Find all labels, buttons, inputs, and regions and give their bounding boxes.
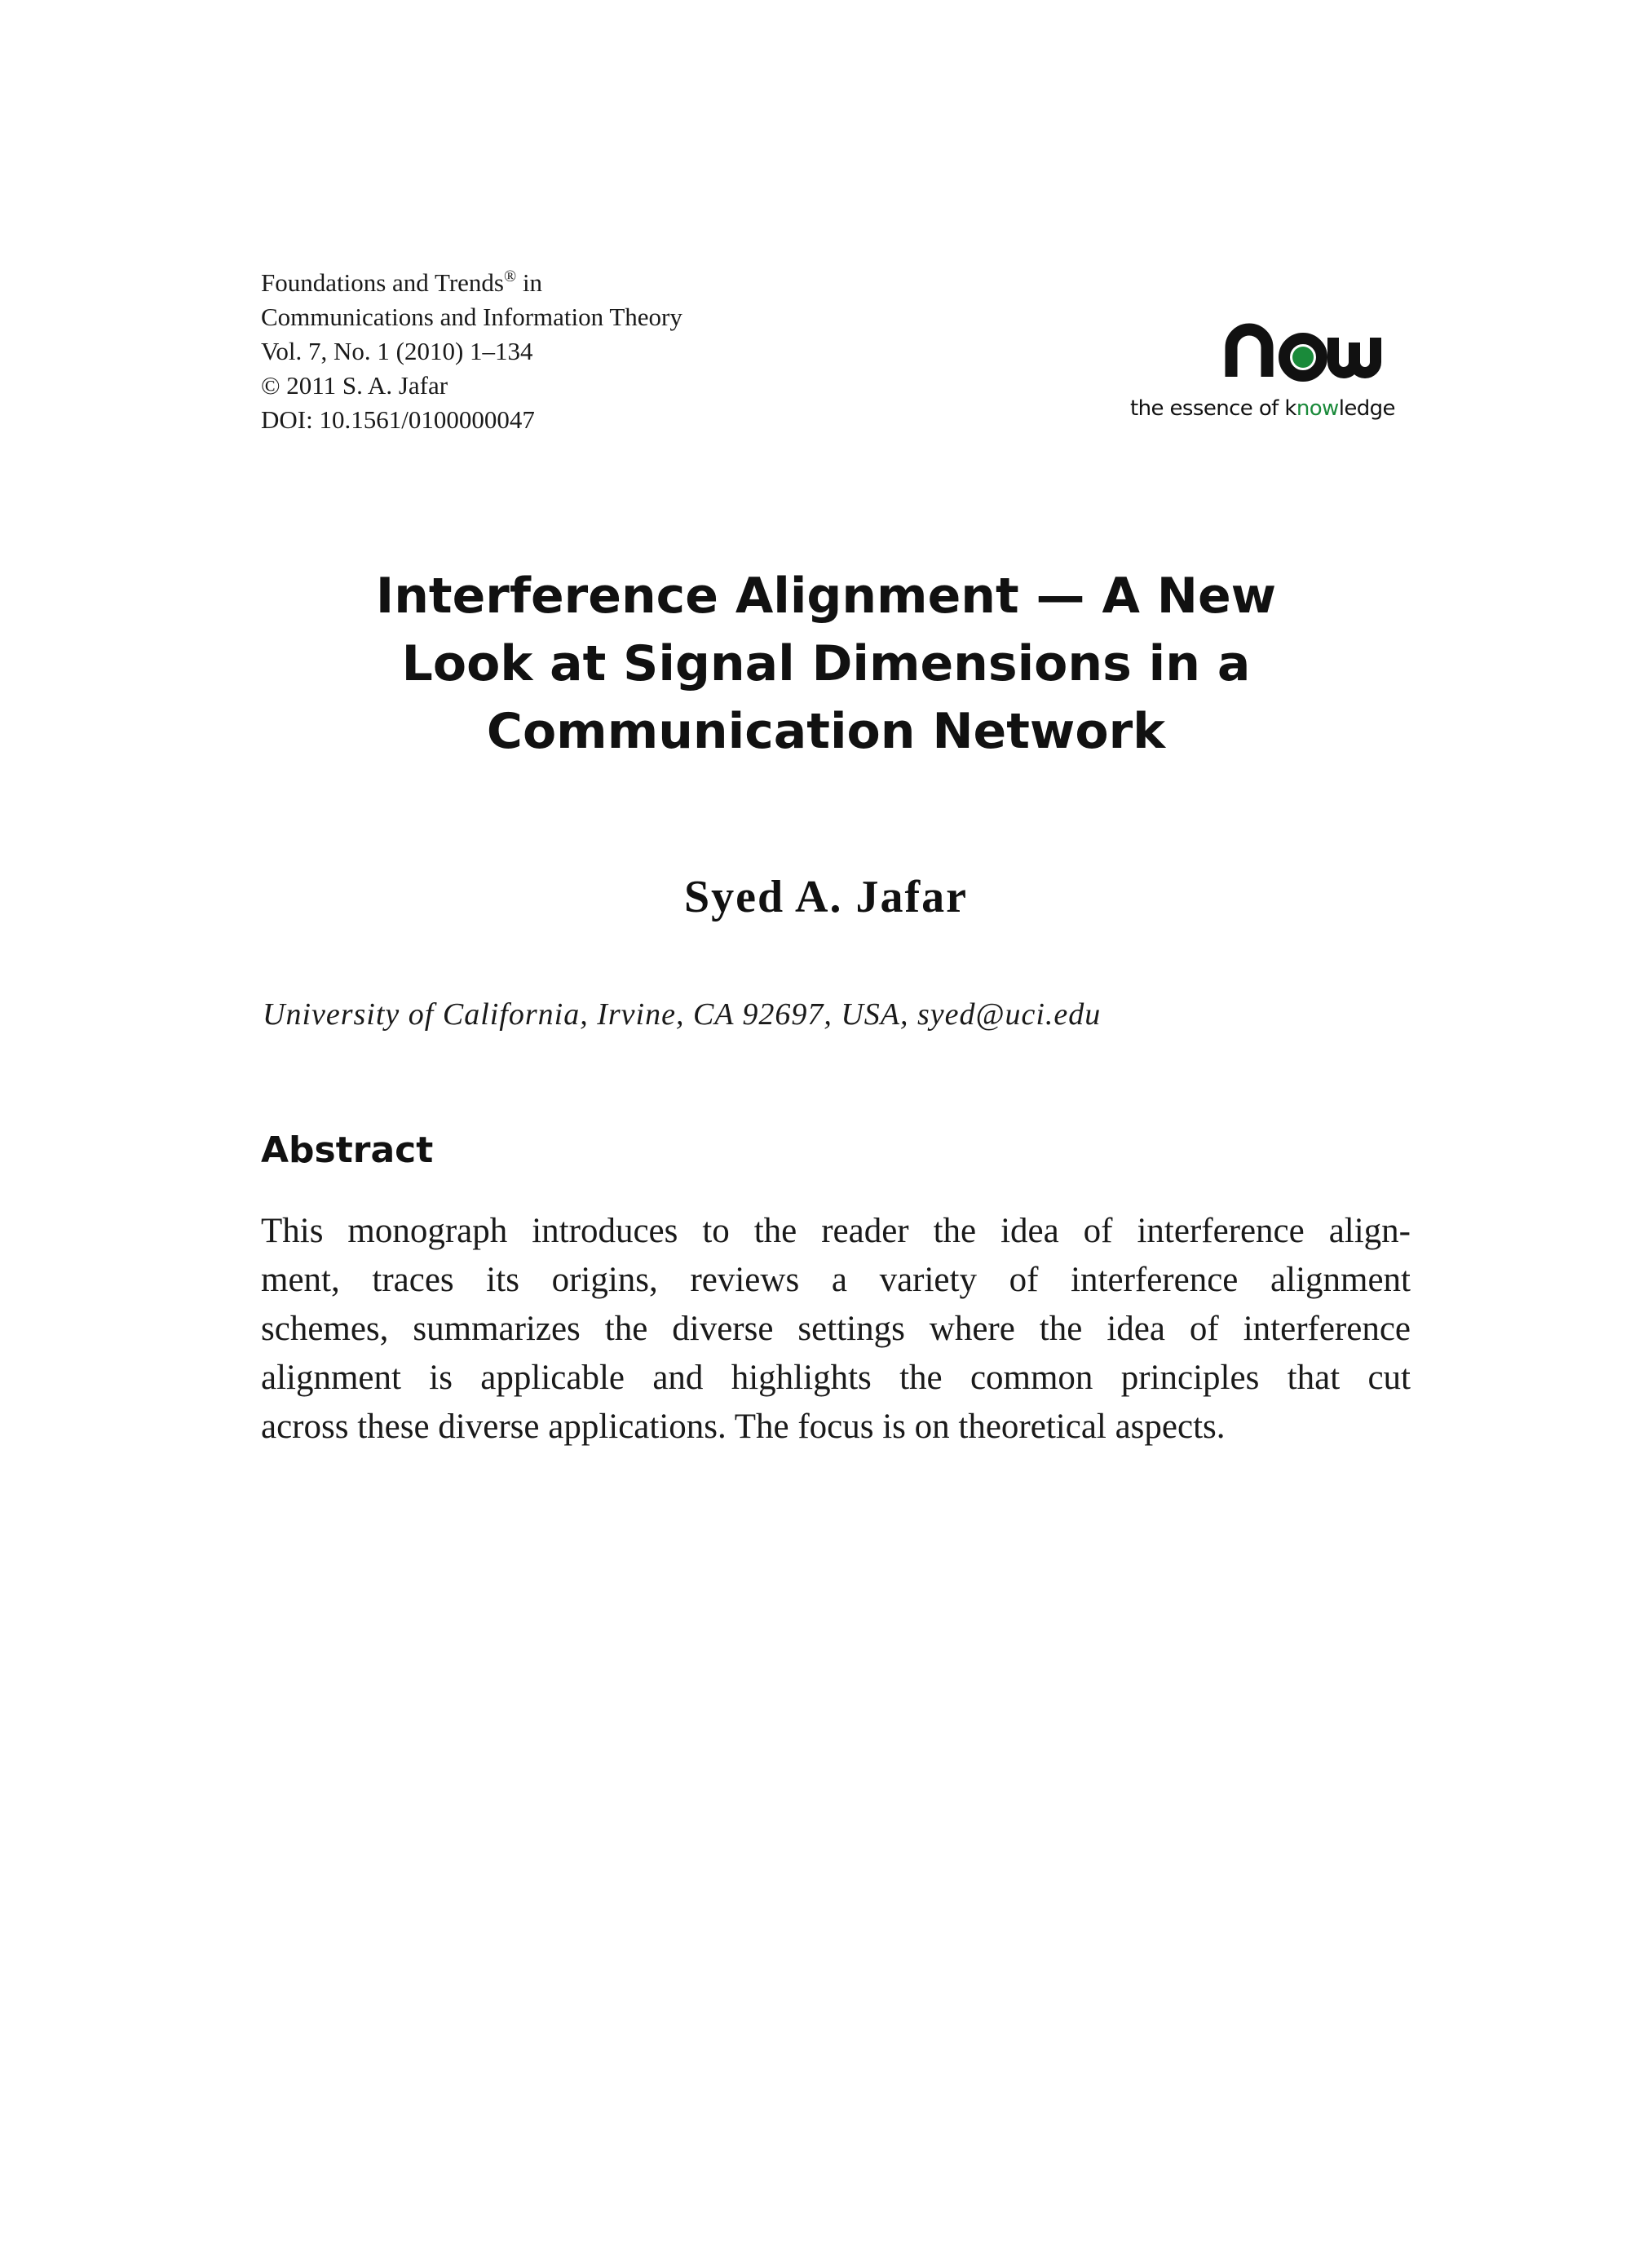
paper-title: [0, 563, 1652, 766]
abstract-heading: Abstract: [261, 1129, 434, 1171]
abstract-line: This monograph introduces to the reader the idea of interference align-: [261, 1212, 1411, 1250]
abstract-text: [261, 1207, 1411, 1452]
abstract-line: alignment is applicable and highlights the common principles that cut: [261, 1359, 1411, 1397]
tagline-part: ledge: [1338, 396, 1395, 421]
title-line: Look at Signal Dimensions in a: [401, 635, 1251, 692]
series-in: in: [516, 268, 543, 297]
title-line: Interference Alignment — A New: [375, 568, 1277, 625]
author-name: Syed A. Jafar: [684, 872, 968, 922]
journal-name: Communications and Information Theory: [261, 303, 682, 331]
abstract-line: ment, traces its origins, reviews a variety of interference alignment: [261, 1261, 1411, 1299]
abstract-line: schemes, summarizes the diverse settings where the idea of interference: [261, 1310, 1411, 1348]
publication-info: [261, 259, 682, 437]
logo-tagline: [1130, 396, 1407, 421]
green-dot-icon: [1292, 347, 1314, 368]
author-affiliation: University of California, Irvine, CA 92697, USA, syed@uci.edu: [263, 997, 1102, 1032]
series-name: Foundations and Trends: [261, 268, 504, 297]
tagline-highlight: now: [1296, 396, 1339, 421]
doi-line: DOI: 10.1561/0100000047: [261, 405, 535, 434]
tagline-part: the essence of k: [1130, 396, 1296, 421]
abstract-line: across these diverse applications. The focus is on theoretical aspects.: [261, 1408, 1226, 1446]
title-line: Communication Network: [486, 703, 1166, 760]
volume-info: Vol. 7, No. 1 (2010) 1–134: [261, 337, 533, 365]
now-wordmark-icon: [1125, 318, 1411, 383]
series-line: [261, 259, 682, 300]
registered-mark: ®: [503, 267, 517, 285]
copyright-line: © 2011 S. A. Jafar: [261, 371, 448, 400]
